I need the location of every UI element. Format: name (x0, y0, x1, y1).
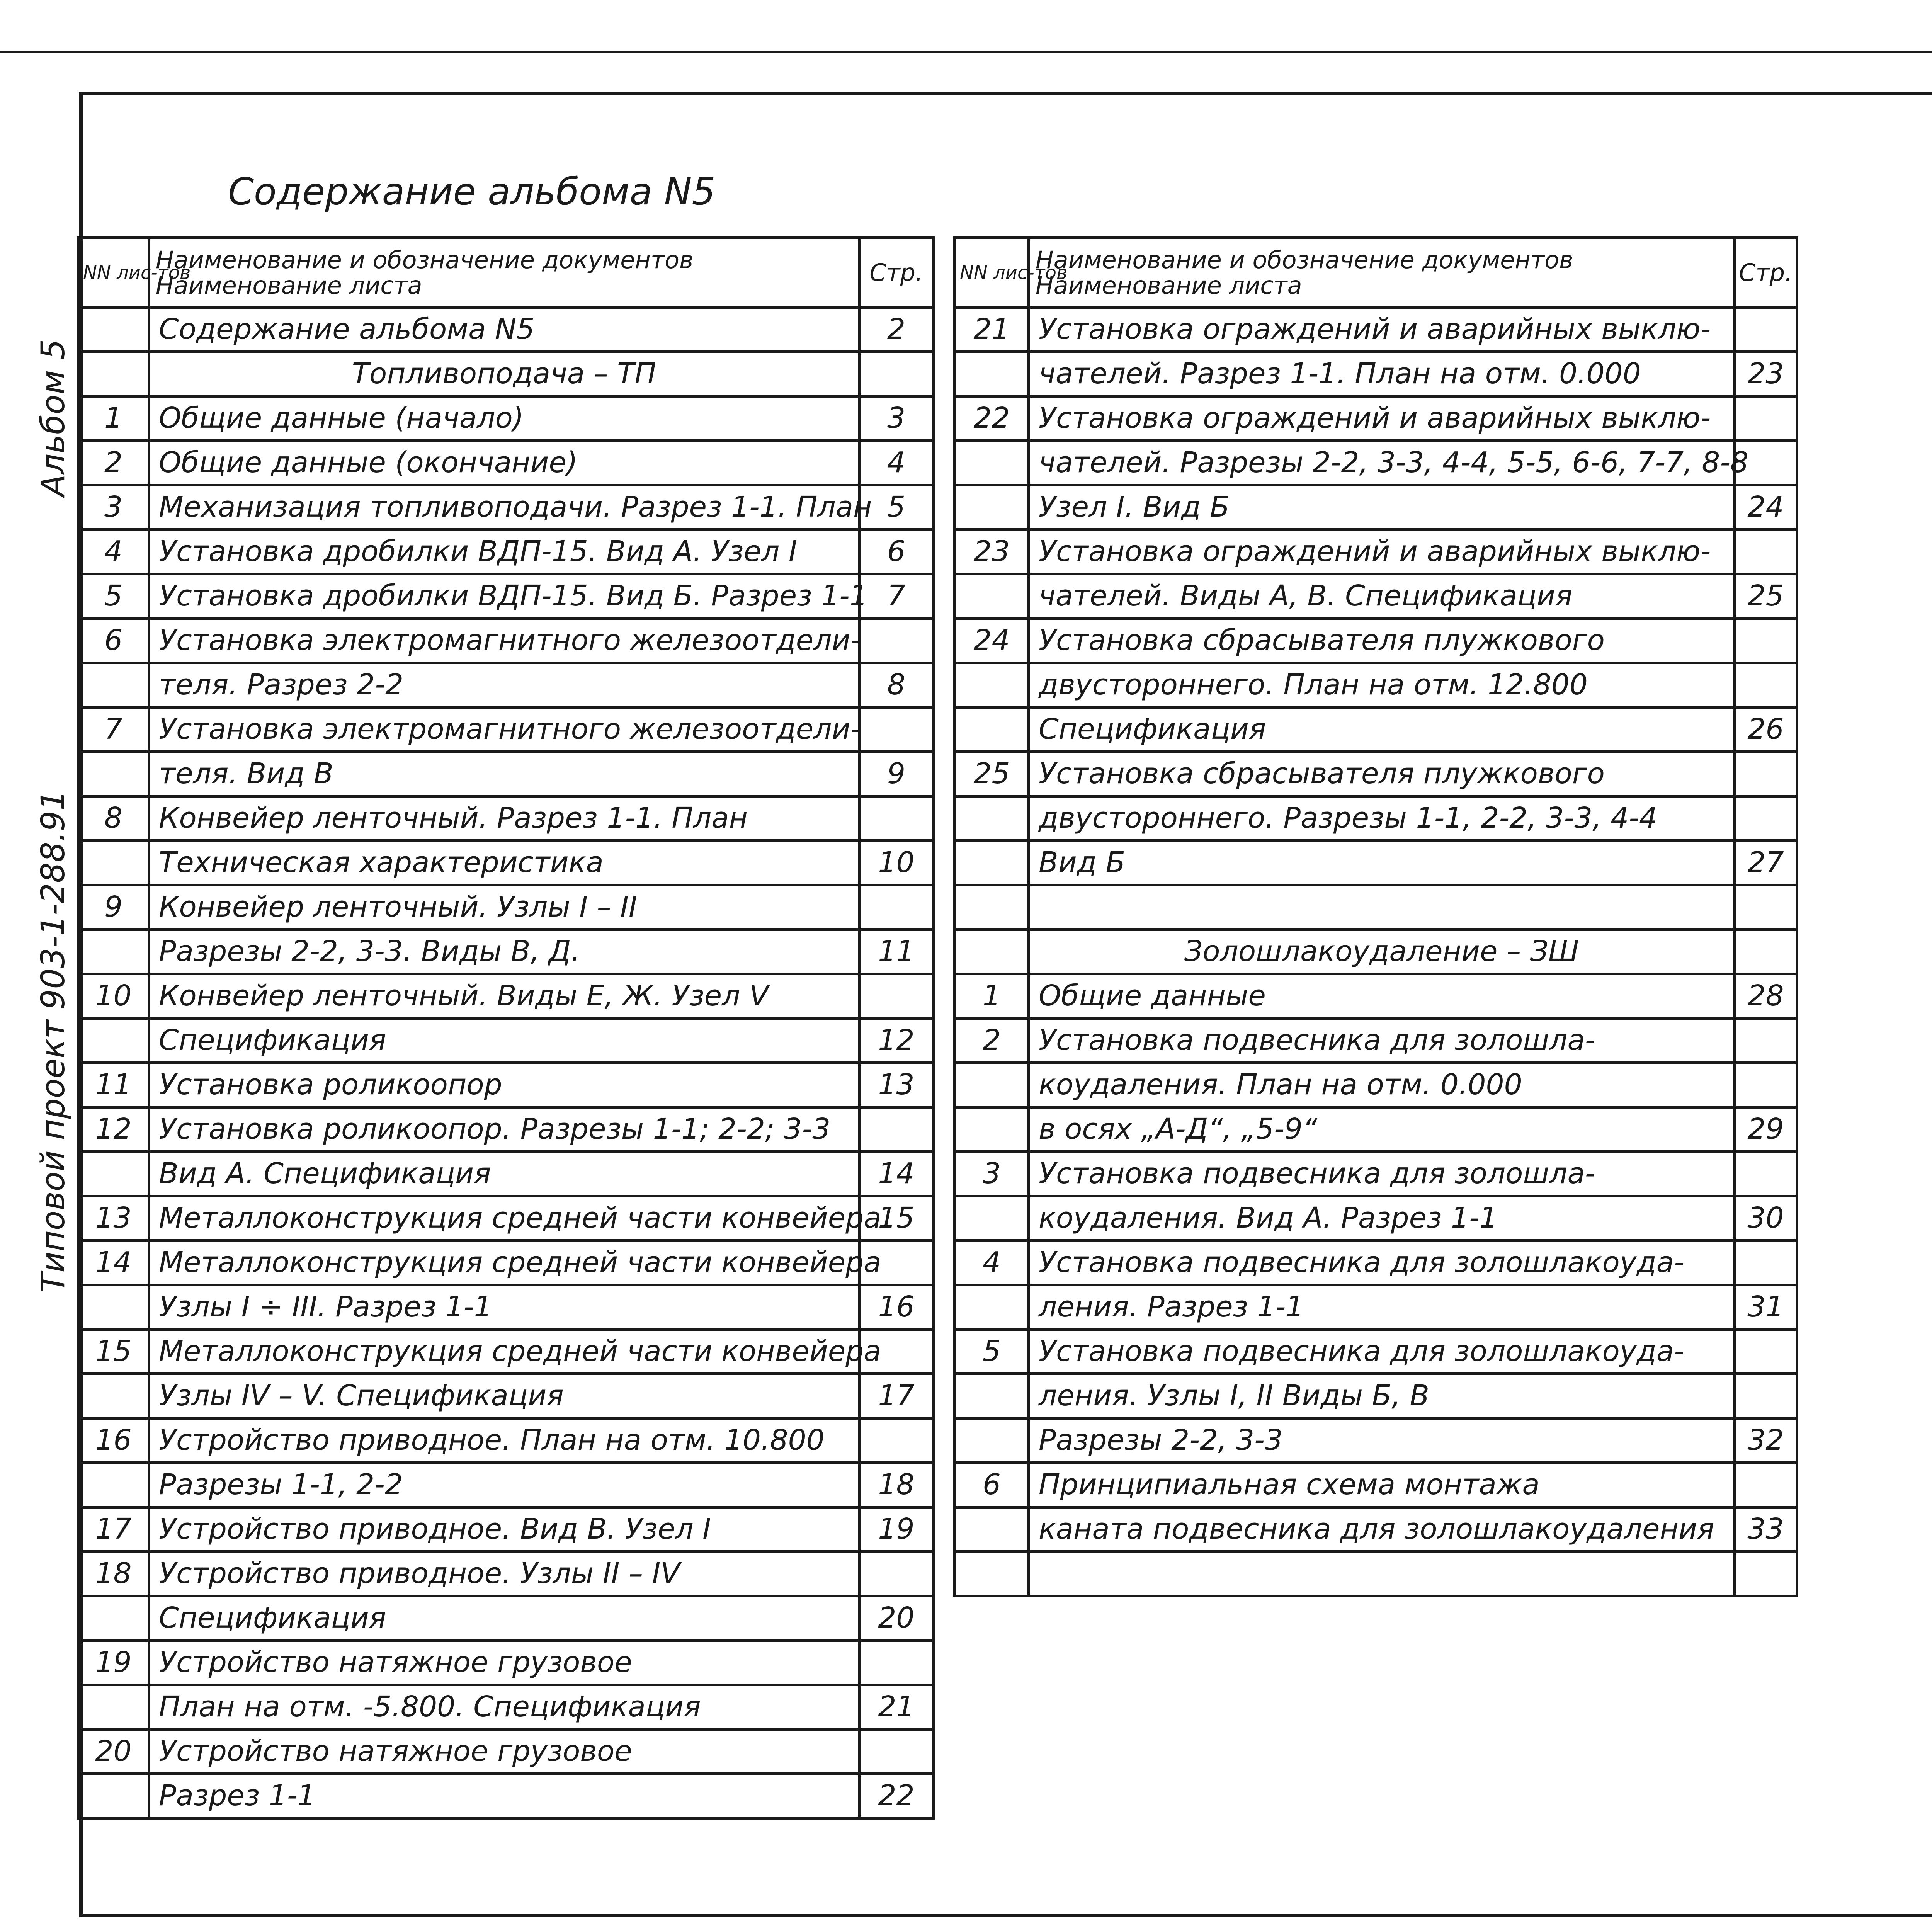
table-row (78, 1507, 934, 1552)
row-title: Узел I. Вид Б (1029, 485, 1735, 530)
row-title: Установка электромагнитного железоотдели- (149, 619, 859, 663)
row-number: 25 (955, 752, 1029, 796)
row-title: Конвейер ленточный. Узлы I – II (149, 885, 859, 930)
row-number: 4 (78, 530, 149, 574)
table-row (955, 485, 1797, 530)
table-row (78, 352, 934, 396)
row-number: 6 (955, 1463, 1029, 1507)
row-number: 3 (78, 485, 149, 530)
table-row (78, 1241, 934, 1285)
row-number: 11 (78, 1063, 149, 1107)
sheet-top-line (0, 51, 1932, 53)
row-page: 21 (859, 1685, 934, 1730)
row-title: Установка подвесника для золошла- (1029, 1152, 1735, 1196)
row-title: Установка ограждений и аварийных выклю- (1029, 308, 1735, 352)
table-row (78, 1330, 934, 1374)
table-row (78, 1774, 934, 1818)
row-title (1029, 1552, 1735, 1596)
row-number (78, 1285, 149, 1330)
row-page (1735, 530, 1797, 574)
row-page (1735, 308, 1797, 352)
row-page: 32 (1735, 1418, 1797, 1463)
toc-table-left (77, 236, 935, 1820)
table-row (78, 1685, 934, 1730)
table-row (78, 619, 934, 663)
row-title: Разрезы 1-1, 2-2 (149, 1463, 859, 1507)
row-page: 17 (859, 1374, 934, 1418)
row-page: 30 (1735, 1196, 1797, 1241)
row-number (955, 1107, 1029, 1152)
row-title: Содержание альбома N5 (149, 308, 859, 352)
row-number (78, 1019, 149, 1063)
row-page: 23 (1735, 352, 1797, 396)
row-title: двустороннего. План на отм. 12.800 (1029, 663, 1735, 707)
row-page (1735, 1019, 1797, 1063)
table-row (955, 530, 1797, 574)
row-page (859, 1730, 934, 1774)
table-row (955, 1463, 1797, 1507)
row-title: Механизация топливоподачи. Разрез 1-1. План (149, 485, 859, 530)
row-number: 6 (78, 619, 149, 663)
row-number (78, 1152, 149, 1196)
table-row (78, 707, 934, 752)
row-title: чателей. Разрезы 2-2, 3-3, 4-4, 5-5, 6-6, 7-7, 8-8 (1029, 441, 1735, 485)
margin-album: Альбом 5 (34, 339, 72, 497)
row-number (955, 352, 1029, 396)
row-number (78, 841, 149, 885)
row-number: 3 (955, 1152, 1029, 1196)
row-title: двустороннего. Разрезы 1-1, 2-2, 3-3, 4-4 (1029, 796, 1735, 841)
table-row (78, 752, 934, 796)
row-number (955, 796, 1029, 841)
table-row (955, 396, 1797, 441)
row-page (1735, 396, 1797, 441)
row-title: ления. Узлы I, II Виды Б, В (1029, 1374, 1735, 1418)
table-row (955, 1552, 1797, 1596)
row-number: 2 (78, 441, 149, 485)
table-row (78, 885, 934, 930)
table-row (955, 663, 1797, 707)
table-row (78, 485, 934, 530)
row-page (859, 1641, 934, 1685)
row-number: 23 (955, 530, 1029, 574)
row-page: 13 (859, 1063, 934, 1107)
row-title: Установка роликоопор (149, 1063, 859, 1107)
row-page: 14 (859, 1152, 934, 1196)
row-number: 21 (955, 308, 1029, 352)
row-title: ления. Разрез 1-1 (1029, 1285, 1735, 1330)
row-number: 5 (955, 1330, 1029, 1374)
row-title: чателей. Разрез 1-1. План на отм. 0.000 (1029, 352, 1735, 396)
row-page (859, 707, 934, 752)
table-row (78, 308, 934, 352)
row-number (955, 1507, 1029, 1552)
row-page (859, 885, 934, 930)
row-number: 10 (78, 974, 149, 1019)
row-title: Общие данные (окончание) (149, 441, 859, 485)
row-page: 11 (859, 930, 934, 974)
table-row (955, 1063, 1797, 1107)
row-title: Установка сбрасывателя плужкового (1029, 619, 1735, 663)
table-row (955, 574, 1797, 619)
row-title: коудаления. План на отм. 0.000 (1029, 1063, 1735, 1107)
row-page (1735, 796, 1797, 841)
row-title: Устройство приводное. Узлы II – IV (149, 1552, 859, 1596)
table-row (955, 352, 1797, 396)
row-page: 24 (1735, 485, 1797, 530)
row-page (1735, 1374, 1797, 1418)
row-title: План на отм. -5.800. Спецификация (149, 1685, 859, 1730)
table-row (955, 707, 1797, 752)
row-title: Конвейер ленточный. Разрез 1-1. План (149, 796, 859, 841)
row-number (955, 1063, 1029, 1107)
section-heading: Топливоподача – ТП (149, 352, 859, 396)
table-row (78, 930, 934, 974)
table-row (78, 841, 934, 885)
table-row (955, 619, 1797, 663)
row-title: Разрезы 2-2, 3-3 (1029, 1418, 1735, 1463)
row-page (1735, 930, 1797, 974)
row-number (955, 1552, 1029, 1596)
row-number (78, 352, 149, 396)
row-title: Установка подвесника для золошла- (1029, 1019, 1735, 1063)
row-page (859, 1552, 934, 1596)
table-row (78, 574, 934, 619)
row-page: 27 (1735, 841, 1797, 885)
row-title: Конвейер ленточный. Виды Е, Ж. Узел V (149, 974, 859, 1019)
table-row (78, 530, 934, 574)
album-title: Содержание альбома N5 (228, 170, 716, 213)
table-row (955, 1418, 1797, 1463)
row-title: Спецификация (149, 1019, 859, 1063)
row-page (1735, 619, 1797, 663)
row-page (859, 796, 934, 841)
row-number: 17 (78, 1507, 149, 1552)
row-title: Техническая характеристика (149, 841, 859, 885)
row-title: Установка ограждений и аварийных выклю- (1029, 530, 1735, 574)
row-number: 24 (955, 619, 1029, 663)
row-number (955, 1196, 1029, 1241)
table-row (955, 308, 1797, 352)
row-page: 12 (859, 1019, 934, 1063)
row-title: Разрез 1-1 (149, 1774, 859, 1818)
row-number: 14 (78, 1241, 149, 1285)
row-title: Установка электромагнитного железоотдели- (149, 707, 859, 752)
row-title (1029, 885, 1735, 930)
row-title: Устройство приводное. Вид В. Узел I (149, 1507, 859, 1552)
row-title: Установка подвесника для золошлакоуда- (1029, 1241, 1735, 1285)
row-number: 16 (78, 1418, 149, 1463)
row-title: Разрезы 2-2, 3-3. Виды В, Д. (149, 930, 859, 974)
table-row (955, 1107, 1797, 1152)
row-number: 19 (78, 1641, 149, 1685)
row-page: 5 (859, 485, 934, 530)
row-page: 16 (859, 1285, 934, 1330)
row-title: Общие данные (1029, 974, 1735, 1019)
row-title: Металлоконструкция средней части конвейера (149, 1241, 859, 1285)
row-title: Установка дробилки ВДП-15. Вид Б. Разрез 1-1 (149, 574, 859, 619)
row-number (955, 1285, 1029, 1330)
row-title: каната подвесника для золошлакоудаления (1029, 1507, 1735, 1552)
row-number (78, 663, 149, 707)
row-title: в осях „А-Д“, „5-9“ (1029, 1107, 1735, 1152)
margin-project: Типовой проект 903-1-288.91 (34, 790, 72, 1293)
row-number: 1 (78, 396, 149, 441)
row-page (1735, 663, 1797, 707)
frame-top-line (79, 92, 1932, 95)
row-page (1735, 1330, 1797, 1374)
row-page (1735, 1152, 1797, 1196)
table-row (955, 1152, 1797, 1196)
row-number: 7 (78, 707, 149, 752)
row-title: Установка дробилки ВДП-15. Вид А. Узел I (149, 530, 859, 574)
row-page: 26 (1735, 707, 1797, 752)
row-title: Металлоконструкция средней части конвейера (149, 1330, 859, 1374)
row-page: 28 (1735, 974, 1797, 1019)
table-row (78, 1152, 934, 1196)
row-page (1735, 1552, 1797, 1596)
row-number (78, 1374, 149, 1418)
col-header-no: NN лис-тов (78, 238, 149, 308)
table-row (78, 396, 934, 441)
row-page: 31 (1735, 1285, 1797, 1330)
row-number (78, 752, 149, 796)
row-number (78, 930, 149, 974)
row-number: 12 (78, 1107, 149, 1152)
row-title: теля. Вид В (149, 752, 859, 796)
row-number: 22 (955, 396, 1029, 441)
row-page: 2 (859, 308, 934, 352)
row-title: Устройство приводное. План на отм. 10.800 (149, 1418, 859, 1463)
table-row (78, 1641, 934, 1685)
table-row (955, 1019, 1797, 1063)
row-number (955, 485, 1029, 530)
table-row (78, 796, 934, 841)
row-title: теля. Разрез 2-2 (149, 663, 859, 707)
col-header-no-right: NN лис-тов (955, 238, 1029, 308)
row-page (1735, 1463, 1797, 1507)
row-title: Металлоконструкция средней части конвейера (149, 1196, 859, 1241)
row-number (955, 930, 1029, 974)
row-page: 25 (1735, 574, 1797, 619)
row-page: 9 (859, 752, 934, 796)
row-page (859, 352, 934, 396)
row-title: Узлы I ÷ III. Разрез 1-1 (149, 1285, 859, 1330)
row-number: 2 (955, 1019, 1029, 1063)
row-title: Установка роликоопор. Разрезы 1-1; 2-2; 3-3 (149, 1107, 859, 1152)
row-page: 33 (1735, 1507, 1797, 1552)
row-page (1735, 885, 1797, 930)
col-header-page: Стр. (859, 238, 934, 308)
row-page: 10 (859, 841, 934, 885)
row-number: 4 (955, 1241, 1029, 1285)
row-page: 19 (859, 1507, 934, 1552)
toc-table-right (953, 236, 1798, 1597)
table-row (78, 1285, 934, 1330)
row-title: Вид А. Спецификация (149, 1152, 859, 1196)
row-title: Установка ограждений и аварийных выклю- (1029, 396, 1735, 441)
row-page (859, 1418, 934, 1463)
table-row (78, 1196, 934, 1241)
row-title: Узлы IV – V. Спецификация (149, 1374, 859, 1418)
table-row (955, 796, 1797, 841)
row-page: 15 (859, 1196, 934, 1241)
row-page: 18 (859, 1463, 934, 1507)
table-row (78, 1063, 934, 1107)
table-row (955, 930, 1797, 974)
table-row (955, 1196, 1797, 1241)
row-page: 4 (859, 441, 934, 485)
table-row (955, 974, 1797, 1019)
col-header-page-right: Стр. (1735, 238, 1797, 308)
row-number: 20 (78, 1730, 149, 1774)
row-number: 18 (78, 1552, 149, 1596)
row-page: 20 (859, 1596, 934, 1641)
row-page: 6 (859, 530, 934, 574)
row-page: 3 (859, 396, 934, 441)
row-number (78, 1596, 149, 1641)
row-page (1735, 1241, 1797, 1285)
table-row (955, 441, 1797, 485)
row-number (955, 1418, 1029, 1463)
row-number: 5 (78, 574, 149, 619)
table-row (78, 1463, 934, 1507)
row-number (78, 308, 149, 352)
row-title: Установка подвесника для золошлакоуда- (1029, 1330, 1735, 1374)
row-title: Устройство натяжное грузовое (149, 1730, 859, 1774)
table-row (955, 1374, 1797, 1418)
row-number: 13 (78, 1196, 149, 1241)
table-row (955, 1241, 1797, 1285)
row-page (1735, 752, 1797, 796)
section-heading: Золошлакоудаление – ЗШ (1029, 930, 1735, 974)
table-row (955, 1507, 1797, 1552)
row-number (955, 663, 1029, 707)
row-page: 29 (1735, 1107, 1797, 1152)
row-number (955, 574, 1029, 619)
row-number (955, 441, 1029, 485)
row-number (78, 1685, 149, 1730)
table-row (78, 1552, 934, 1596)
table-row (78, 1374, 934, 1418)
row-number (78, 1463, 149, 1507)
row-title: Вид Б (1029, 841, 1735, 885)
table-row (78, 1596, 934, 1641)
row-number (955, 1374, 1029, 1418)
row-title: коудаления. Вид А. Разрез 1-1 (1029, 1196, 1735, 1241)
table-row (78, 1730, 934, 1774)
row-title: чателей. Виды А, В. Спецификация (1029, 574, 1735, 619)
row-page (859, 619, 934, 663)
table-row (78, 1418, 934, 1463)
row-title: Принципиальная схема монтажа (1029, 1463, 1735, 1507)
row-title: Спецификация (1029, 707, 1735, 752)
row-number (955, 707, 1029, 752)
col-header-name: Наименование и обозначение документов Наименование листа (149, 238, 859, 308)
row-page (1735, 1063, 1797, 1107)
col-header-name-right: Наименование и обозначение документов Наименование листа (1029, 238, 1735, 308)
row-number: 9 (78, 885, 149, 930)
row-number (955, 841, 1029, 885)
table-row (955, 841, 1797, 885)
row-title: Спецификация (149, 1596, 859, 1641)
row-page: 8 (859, 663, 934, 707)
row-number: 1 (955, 974, 1029, 1019)
table-row (78, 1107, 934, 1152)
table-row (955, 1330, 1797, 1374)
table-row (78, 974, 934, 1019)
table-row (78, 663, 934, 707)
row-title: Установка сбрасывателя плужкового (1029, 752, 1735, 796)
row-page: 7 (859, 574, 934, 619)
row-number (78, 1774, 149, 1818)
table-row (78, 441, 934, 485)
row-page (859, 974, 934, 1019)
row-title: Устройство натяжное грузовое (149, 1641, 859, 1685)
row-number: 8 (78, 796, 149, 841)
table-row (78, 1019, 934, 1063)
row-page: 22 (859, 1774, 934, 1818)
row-title: Общие данные (начало) (149, 396, 859, 441)
table-row (955, 1285, 1797, 1330)
row-page (859, 1107, 934, 1152)
table-row (955, 752, 1797, 796)
table-row (955, 885, 1797, 930)
row-number: 15 (78, 1330, 149, 1374)
row-number (955, 885, 1029, 930)
